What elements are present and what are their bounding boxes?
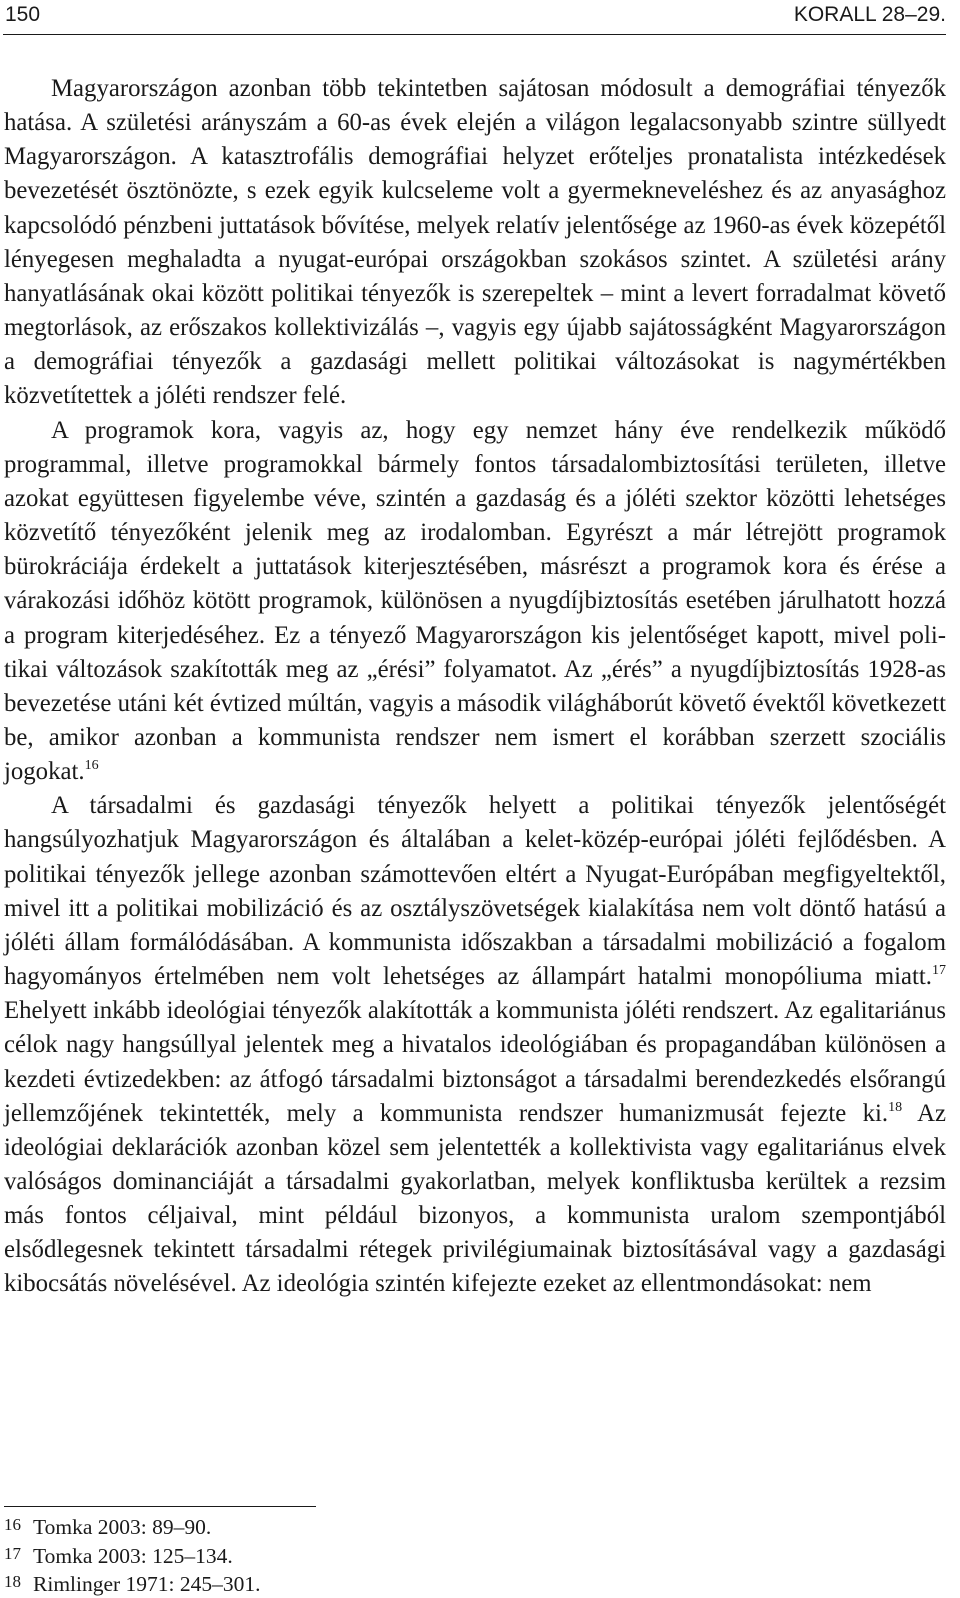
body-text bbox=[4, 72, 946, 1302]
journal-title: KORALL 28–29. bbox=[793, 3, 946, 26]
page-number: 150 bbox=[5, 3, 41, 26]
footnote-number: 16 bbox=[4, 1515, 21, 1534]
footnote bbox=[4, 1512, 604, 1541]
footnote-text: Tomka 2003: 125–134. bbox=[33, 1543, 233, 1568]
running-header bbox=[3, 0, 946, 35]
paragraph-text: A társadalmi és gazdasági tényezők helyett a politikai tényezők jelentőségét hangsúlyozhatjuk Magyarországon és általában a kelet-közép-európai jóléti fejlődésben. A politikai tényezők jellege azonban számottevően eltért a Nyugat-Európában megfigyeltektől, mivel itt a politikai mobilizáció és az osztályszövetségek kialakítása nem volt döntő hatású a jóléti állam formálódásában. A kommunista időszakban a társadalmi mobilizáció a fogalom hagyományos értelmében nem volt lehetséges az állampárt hatalmi monopóliuma miatt. bbox=[4, 792, 946, 991]
paragraph bbox=[4, 789, 946, 1301]
footnote-ref[interactable]: 16 bbox=[84, 758, 99, 774]
footnote-number: 17 bbox=[4, 1543, 21, 1563]
paragraph bbox=[4, 414, 946, 790]
footnote-number: 18 bbox=[4, 1572, 21, 1591]
footnote-divider bbox=[4, 1506, 316, 1507]
footnotes bbox=[4, 1512, 604, 1598]
footnote bbox=[4, 1569, 604, 1598]
paragraph-text: Ehelyett inkább ideológiai tényezők alakították a kommunista jóléti rendszert. Az egalitariánus célok nagy hangsúllyal jelentek meg a hivatalos ideológiában és propagandában különösen a kezdeti évtizedekben: az átfogó társadalmi biztonságot a társadalmi berendezkedés elsőrangú jellemzőjének tekintették, mely a kommunista rendszer humanizmusát fejezte ki. bbox=[4, 997, 946, 1127]
footnote-text: Tomka 2003: 89–90. bbox=[33, 1515, 212, 1539]
paragraph-text: Magyarországon azonban több tekintetben sajátosan módosult a demográfiai tényezők hatása. A születési arányszám a 60-as évek elején a világon legalacsonyabb szintre süllyedt Magyarországon. A katasztrofális demográfiai helyzet erőteljes pronatalista intézkedések bevezetését ösztönözte, s ezek egyik kulcseleme volt a gyermekneveléshez és az anyasághoz kapcsolódó pénzbeni juttatások bővítése, melyek relatív jelentősége az 1960-as évek közepétől lényegesen meghaladta a nyugat-európai országokban szokásos szintet. A születési arány hanyatlásának okai között politikai tényezők is szerepeltek – mint a levert forradalmat követő megtorlások, az erőszakos kollektivizálás –, vagyis egy újabb sajátosságként Magyarországon a demográfiai tényezők a gazdasági mellett politikai változásokat is nagymértékben közvetítettek a jóléti rendszer felé. bbox=[4, 75, 946, 410]
footnote bbox=[4, 1541, 604, 1570]
paragraph-text: A programok kora, vagyis az, hogy egy nemzet hány éve rendelkezik működő programmal, illetve programokkal bármely fontos társadalombiztosítási területen, illetve azokat együttesen figyelembe véve, szintén a gazdaság és a jóléti szektor közötti lehetséges közvetítő tényezőként jelenik meg az irodalomban. Egyrészt a már létrejött programok bürokráciája érdekelt a juttatások kiterjesztésében, másrészt a programok kora és érése a várakozási időhöz kötött programok, különösen a nyugdíjbiztosítás esetében járulhatott hozzá a program kiterjedéséhez. Ez a tényező Magyarországon kis jelentőséget kapott, mivel politikai változások szakították meg az „érési” folyamatot. Az „érés” a nyugdíjbiztosítás 1928-as bevezetése utáni két évtized múltán, vagyis a második világháborút követő évektől következett be, amikor azonban a kommunista rendszer nem ismert el korábban szerzett szociális jogokat. bbox=[4, 416, 946, 786]
footnote-ref[interactable]: 18 bbox=[888, 1099, 903, 1115]
footnote-ref[interactable]: 17 bbox=[932, 963, 946, 979]
footnote-text: Rimlinger 1971: 245–301. bbox=[33, 1572, 261, 1596]
paragraph bbox=[4, 72, 946, 414]
paragraph-text: Az ideológiai deklarációk azonban közel sem jelentették a kollektivista vagy egalitariánus elvek valóságos dominanciáját a társadalmi gyakorlatban, melyek konfliktusba kerültek a rezsim más fontos céljaival, mint például bizonyos, a kommunista uralom szempontjából elsődlegesnek tekintett társadalmi rétegek privilégiumainak biztosításával vagy a gazdasági kibocsátás növelésével. Az ideológia szintén kifejezte ezeket az ellentmondásokat: nem bbox=[4, 1099, 946, 1298]
